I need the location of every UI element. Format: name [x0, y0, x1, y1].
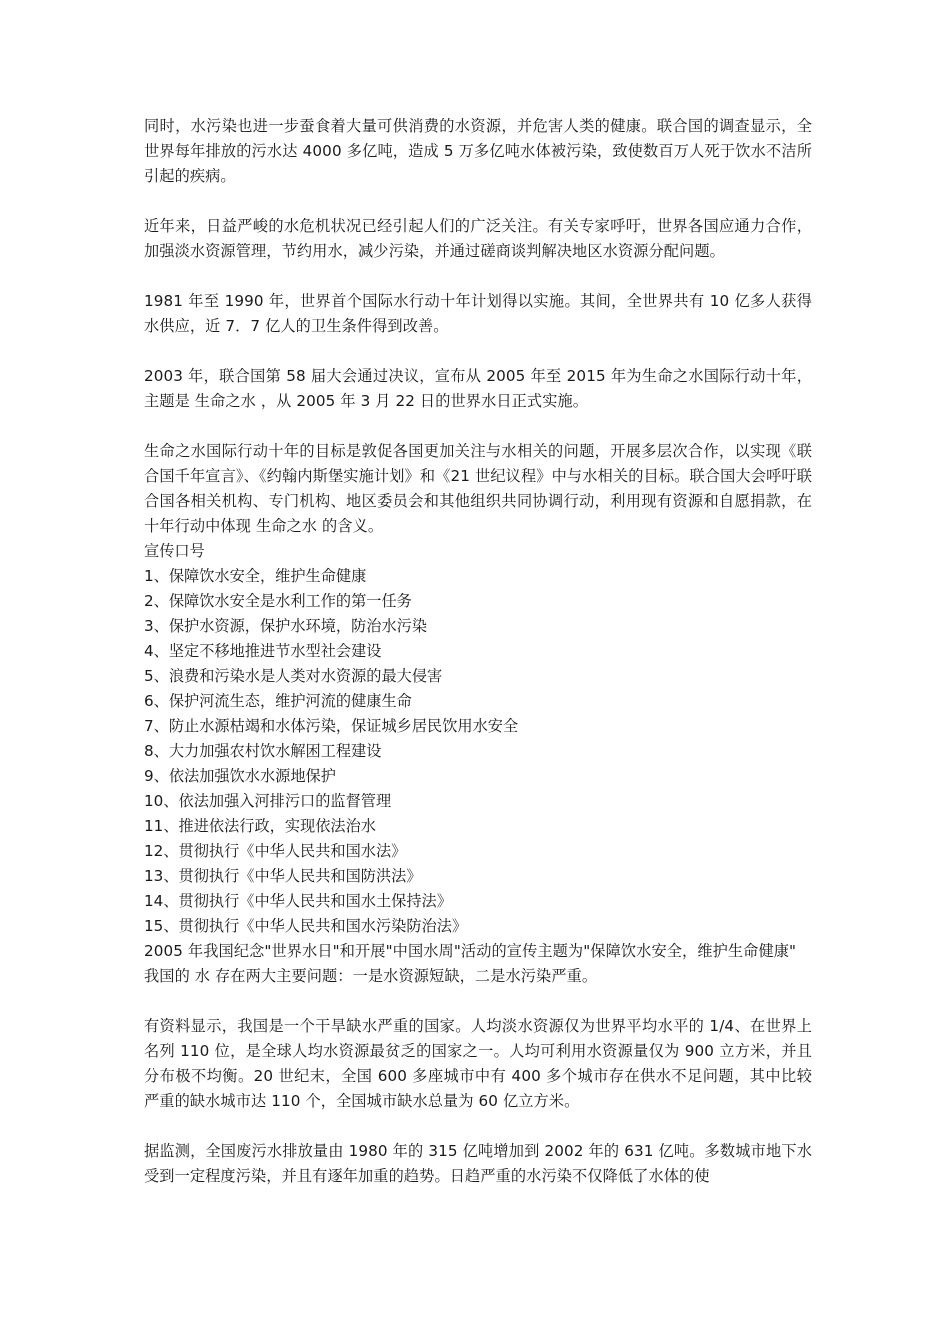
paragraph-wastewater-monitoring: 据监测，全国废污水排放量由 1980 年的 315 亿吨增加到 2002 年的 631 亿吨。多数城市地下水受到一定程度污染，并且有逐年加重的趋势。日趋严重的水污染不仅降低了水体的使 [144, 1142, 812, 1185]
paragraph-water-crisis: 近年来，日益严峻的水危机状况已经引起人们的广泛关注。有关专家呼吁，世界各国应通力合作，加强淡水资源管理，节约用水，减少污染，并通过磋商谈判解决地区水资源分配问题。 [144, 217, 812, 260]
slogan-item: 7、防止水源枯竭和水体污染，保证城乡居民饮用水安全 [144, 717, 519, 735]
slogan-item: 14、贯彻执行《中华人民共和国水土保持法》 [144, 892, 452, 910]
slogan-list [144, 564, 812, 939]
slogan-item: 8、大力加强农村饮水解困工程建设 [144, 742, 382, 760]
paragraph-water-for-life-decade: 2003 年，联合国第 58 届大会通过决议，宣布从 2005 年至 2015 年为生命之水国际行动十年，主题是 生命之水 ，从 2005 年 3 月 22 日的世界水日正式实施。 [144, 367, 812, 410]
slogan-item: 6、保护河流生态，维护河流的健康生命 [144, 692, 412, 710]
slogan-item: 9、依法加强饮水水源地保护 [144, 767, 336, 785]
paragraph-first-water-decade: 1981 年至 1990 年，世界首个国际水行动十年计划得以实施。其间，全世界共有 10 亿多人获得水供应，近 7．7 亿人的卫生条件得到改善。 [144, 292, 812, 335]
slogan-item: 3、保护水资源，保护水环境，防治水污染 [144, 617, 428, 635]
slogan-item: 12、贯彻执行《中华人民共和国水法》 [144, 842, 407, 860]
paragraph-decade-goals: 生命之水国际行动十年的目标是敦促各国更加关注与水相关的问题，开展多层次合作，以实现《联合国千年宣言》、《约翰内斯堡实施计划》和《21 世纪议程》中与水相关的目标。联合国大会呼吁联合国各相关机构、专门机构、地区委员会和其他组织共同协调行动，利用现有资源和自愿捐款，在十年行动中体现 生命之水 的含义。 [144, 442, 812, 535]
slogan-item: 2、保障饮水安全是水利工作的第一任务 [144, 592, 412, 610]
slogan-heading: 宣传口号 [144, 542, 205, 560]
paragraph-water-shortage: 有资料显示，我国是一个干旱缺水严重的国家。人均淡水资源仅为世界平均水平的 1/4、在世界上名列 110 位，是全球人均水资源最贫乏的国家之一。人均可利用水资源量仅为 900 立方米，并且分布极不均衡。20 世纪末，全国 600 多座城市中有 400 多个城市存在供水不足问题，其中比较严重的缺水城市达 110 个，全国城市缺水总量为 60 亿立方米。 [144, 1017, 812, 1110]
slogan-item: 5、浪费和污染水是人类对水资源的最大侵害 [144, 667, 443, 685]
slogan-item: 11、推进依法行政，实现依法治水 [144, 817, 376, 835]
slogan-item: 10、依法加强入河排污口的监督管理 [144, 792, 392, 810]
slogan-item: 13、贯彻执行《中华人民共和国防洪法》 [144, 867, 422, 885]
paragraph-2005-theme: 2005 年我国纪念"世界水日"和开展"中国水周"活动的宣传主题为"保障饮水安全，维护生命健康" [144, 942, 797, 960]
document-page [144, 114, 812, 1189]
slogan-item: 15、贯彻执行《中华人民共和国水污染防治法》 [144, 917, 468, 935]
paragraph-water-pollution: 同时，水污染也进一步蚕食着大量可供消费的水资源，并危害人类的健康。联合国的调查显示，全世界每年排放的污水达 4000 多亿吨，造成 5 万多亿吨水体被污染，致使数百万人死于饮水不洁所引起的疾病。 [144, 117, 812, 185]
slogan-item: 4、坚定不移地推进节水型社会建设 [144, 642, 382, 660]
paragraph-two-problems: 我国的 水 存在两大主要问题：一是水资源短缺，二是水污染严重。 [144, 967, 598, 985]
slogan-item: 1、保障饮水安全，维护生命健康 [144, 567, 367, 585]
